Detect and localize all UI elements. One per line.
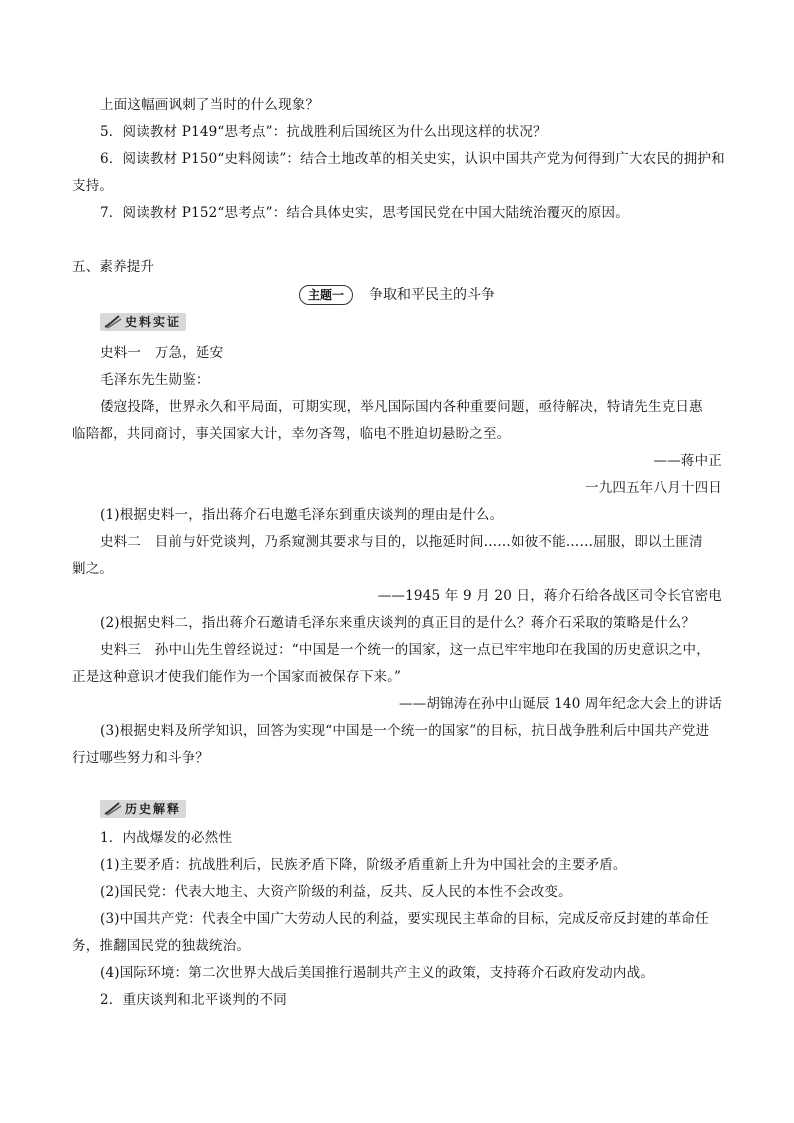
question: (1)根据史料一，指出蒋介石电邀毛泽东到重庆谈判的理由是什么。 [100,507,504,523]
text-line: (1)主要矛盾：抗战胜利后，民族矛盾下降，阶级矛盾重新上升为中国社会的主要矛盾。 [100,857,627,873]
evidence-tag-label: 史料实证 [125,315,182,329]
question: (3)根据史料及所学知识，回答为实现“中国是一个统一的国家”的目标，抗日战争胜利后中国共产党进 [100,723,710,739]
evidence-tag [100,313,186,331]
text-line: 5．阅读教材 P149“思考点”：抗战胜利后国统区为什么出现这样的状况？ [100,124,547,140]
section-title: 五、素养提升 [72,259,155,275]
text-line: 7．阅读教材 P152“思考点”：结合具体史实，思考国民党在中国大陆统治覆灭的原因。 [100,205,629,221]
explanation-tag [100,800,186,818]
source: ——胡锦涛在孙中山诞辰 140 周年纪念大会上的讲话 [398,696,722,712]
text-line: 剿之。 [72,561,114,577]
brush-icon [104,315,122,329]
text-line: 毛泽东先生勋鉴： [100,372,210,388]
text-line: 1．内战爆发的必然性 [100,830,233,846]
topic-title: 争取和平民主的斗争 [369,287,495,303]
text-line: (4)国际环境：第二次世界大战后美国推行遏制共产主义的政策，支持蒋介石政府发动内战。 [100,965,655,981]
text-line: 倭寇投降，世界永久和平局面，可期实现，举凡国际国内各种重要问题，亟待解决，特请先生克日惠 [100,399,703,415]
text-line: 史料二 目前与奸党谈判，乃系窥测其要求与目的，以拖延时间……如彼不能……屈服，即以土匪清 [100,534,703,550]
text-line: (3)中国共产党：代表全中国广大劳动人民的利益，要实现民主革命的目标，完成反帝反封建的革命任 [100,911,709,927]
explanation-tag-label: 历史解释 [125,802,182,816]
text-line: 史料三 孙中山先生曾经说过：“中国是一个统一的国家，这一点已牢牢地印在我国的历史意识之中， [100,642,710,658]
brush-icon [104,802,122,816]
source: ——1945 年 9 月 20 日，蒋介石给各战区司令长官密电 [377,588,722,604]
topic-heading [0,285,794,305]
text-line: 上面这幅画讽刺了当时的什么现象？ [100,97,320,113]
text-line: 史料一 万急，延安 [100,345,224,361]
signature: ——蒋中正 [653,453,722,469]
question: (2)根据史料二，指出蒋介石邀请毛泽东来重庆谈判的真正目的是什么？蒋介石采取的策略是什么？ [100,615,696,631]
text-line: 务，推翻国民党的独裁统治。 [72,938,251,954]
text-line: 支持。 [72,178,114,194]
text-line: 2．重庆谈判和北平谈判的不同 [100,992,287,1008]
topic-seal: 主题一 [299,285,353,305]
text-line: 正是这种意识才使我们能作为一个国家而被保存下来。” [72,669,402,685]
text-line: (2)国民党：代表大地主、大资产阶级的利益，反共、反人民的本性不会改变。 [100,884,572,900]
date: 一九四五年八月十四日 [585,480,722,496]
text-line: 6．阅读教材 P150“史料阅读”：结合土地改革的相关史实，认识中国共产党为何得到广大农民的拥护和 [100,151,725,167]
text-line: 临陪都，共同商讨，事关国家大计，幸勿吝驾，临电不胜迫切悬盼之至。 [72,426,511,442]
text-line: 行过哪些努力和斗争？ [72,750,209,766]
